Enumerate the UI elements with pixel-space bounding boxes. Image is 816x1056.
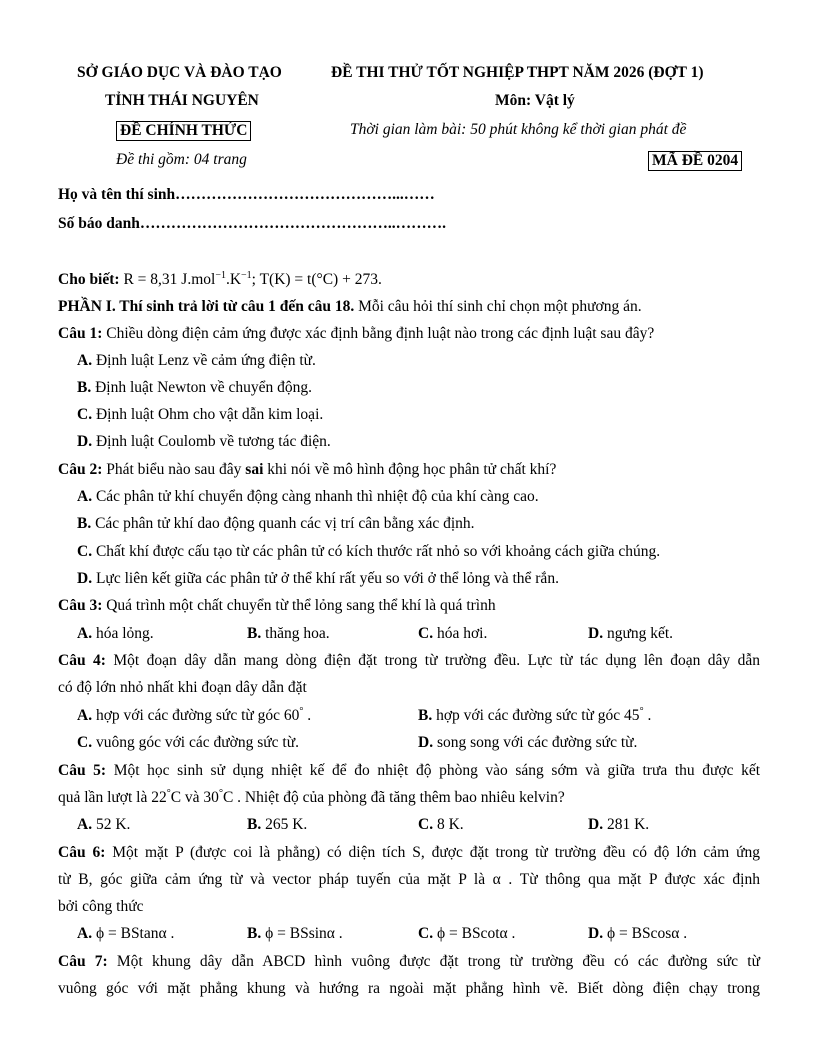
question-6-cont2: bởi công thức — [58, 898, 144, 915]
q6-option-c[interactable]: C. ϕ = BScotα . — [418, 925, 516, 942]
part1-title: PHẦN I. Thí sinh trả lời từ câu 1 đến câu 18. — [58, 298, 355, 315]
q5-option-d[interactable]: D. 281 K. — [588, 816, 650, 833]
question-label: Câu 3: — [58, 597, 103, 614]
question-1 — [58, 324, 760, 344]
given-exp1: −1 — [215, 270, 226, 281]
q1-option-d[interactable]: D. Định luật Coulomb về tương tác điện. — [77, 433, 331, 450]
question-2: Câu 2: Phát biểu nào sau đây sai khi nói về mô hình động học phân tử chất khí? — [58, 461, 557, 478]
q1-option-a[interactable]: A. Định luật Lenz về cảm ứng điện từ. — [77, 352, 316, 369]
q4-option-d[interactable]: D. song song với các đường sức từ. — [418, 734, 638, 751]
candidate-id-dots: …………………………………………..………. — [139, 215, 446, 232]
q6-option-d[interactable]: D. ϕ = BScosα . — [588, 925, 688, 942]
page-count: Đề thi gồm: 04 trang — [116, 151, 247, 168]
given-label: Cho biết: — [58, 271, 120, 288]
question-4-cont: có độ lớn nhỏ nhất khi đoạn dây dẫn đặt — [58, 679, 307, 696]
q3-option-d[interactable]: D. ngưng kết. — [588, 625, 674, 642]
question-7: Câu 7: Một khung dây dẫn ABCD hình vuông được đặt trong từ trường đều có các đường sức từ — [58, 953, 760, 970]
q6-option-a[interactable]: A. ϕ = BStanα . — [77, 925, 175, 942]
question-label: Câu 4: — [58, 652, 106, 669]
question-4: Câu 4: Một đoạn dây dẫn mang dòng điện đặt trong từ trường đều. Lực từ tác dụng lên đoạn dây dẫn — [58, 652, 760, 669]
question-5-cont: quả lần lượt là 22°C và 30°C . Nhiệt độ của phòng đã tăng thêm bao nhiêu kelvin? — [58, 788, 565, 806]
q5-option-b[interactable]: B. 265 K. — [247, 816, 308, 833]
question-3: Câu 3: Quá trình một chất chuyển từ thể lỏng sang thể khí là quá trình — [58, 597, 496, 614]
q5-option-a[interactable]: A. 52 K. — [77, 816, 131, 833]
given-constants — [58, 270, 760, 290]
exam-title: ĐỀ THI THỬ TỐT NGHIỆP THPT NĂM 2026 (ĐỢT 1) — [331, 64, 704, 81]
given-suffix: ; T(K) = t(°C) + 273. — [251, 271, 382, 288]
q3-option-a[interactable]: A. hóa lỏng. — [77, 625, 154, 642]
department-name: SỞ GIÁO DỤC VÀ ĐÀO TẠO — [77, 64, 282, 81]
q3-option-b[interactable]: B. thăng hoa. — [247, 625, 330, 642]
question-text: Chiều dòng điện cảm ứng được xác định bằng định luật nào trong các định luật sau đây? — [102, 325, 655, 342]
question-label: Câu 2: — [58, 461, 103, 478]
q2-option-d[interactable]: D. Lực liên kết giữa các phân tử ở thể khí rất yếu so với ở thể lỏng và thể rắn. — [77, 570, 559, 587]
question-5: Câu 5: Một học sinh sử dụng nhiệt kế để đo nhiệt độ phòng vào sáng sớm và giữa trưa thu được kết — [58, 762, 761, 779]
province-name: TỈNH THÁI NGUYÊN — [105, 92, 259, 109]
candidate-name-dots: ……………………………………...…… — [175, 186, 435, 203]
exam-code: MÃ ĐỀ 0204 — [648, 151, 742, 171]
q5-option-c[interactable]: C. 8 K. — [418, 816, 464, 833]
q2-option-c[interactable]: C. Chất khí được cấu tạo từ các phân tử có kích thước rất nhỏ so với khoảng cách giữa chúng. — [77, 543, 661, 560]
candidate-id-line — [58, 215, 446, 233]
question-label: Câu 6: — [58, 844, 106, 861]
question-label: Câu 7: — [58, 953, 108, 970]
candidate-id-label: Số báo danh — [58, 215, 140, 232]
candidate-name-label: Họ và tên thí sinh — [58, 186, 176, 203]
question-label: Câu 5: — [58, 762, 107, 779]
q3-option-c[interactable]: C. hóa hơi. — [418, 625, 488, 642]
q4-option-c[interactable]: C. vuông góc với các đường sức từ. — [77, 734, 299, 751]
q6-option-b[interactable]: B. ϕ = BSsinα . — [247, 925, 343, 942]
part1-desc: Mỗi câu hỏi thí sinh chỉ chọn một phương án. — [354, 298, 642, 315]
q2-option-b[interactable]: B. Các phân tử khí dao động quanh các vị trí cân bằng xác định. — [77, 515, 475, 532]
given-exp2: −1 — [241, 270, 252, 281]
question-6-cont: từ B, góc giữa cảm ứng từ và vector pháp tuyến của mặt P là α . Từ thông qua mặt P được xác định — [58, 871, 760, 888]
q1-option-b[interactable]: B. Định luật Newton về chuyển động. — [77, 379, 313, 396]
subject: Môn: Vật lý — [495, 92, 575, 109]
given-prefix: R = 8,31 J.mol — [119, 271, 216, 288]
part1-heading — [58, 297, 760, 317]
given-mid: .K — [225, 271, 242, 288]
q1-option-c[interactable]: C. Định luật Ohm cho vật dẫn kim loại. — [77, 406, 324, 423]
official-badge: ĐỀ CHÍNH THỨC — [116, 121, 251, 141]
emphasis-false: sai — [245, 461, 264, 478]
question-6: Câu 6: Một mặt P (được coi là phẳng) có diện tích S, được đặt trong từ trường đều có độ lớn cảm ứng — [58, 844, 760, 861]
q4-option-a[interactable]: A. hợp với các đường sức từ góc 60° . — [77, 706, 312, 724]
question-label: Câu 1: — [58, 325, 103, 342]
time-limit: Thời gian làm bài: 50 phút không kể thời gian phát đề — [350, 121, 687, 138]
question-7-cont: vuông góc với mặt phẳng khung và hướng ra ngoài mặt phẳng hình vẽ. Biết dòng điện chạy trong — [58, 980, 760, 997]
q4-option-b[interactable]: B. hợp với các đường sức từ góc 45° . — [418, 706, 652, 724]
candidate-name-line — [58, 186, 435, 204]
q2-option-a[interactable]: A. Các phân tử khí chuyển động càng nhanh thì nhiệt độ của khí càng cao. — [77, 488, 539, 505]
